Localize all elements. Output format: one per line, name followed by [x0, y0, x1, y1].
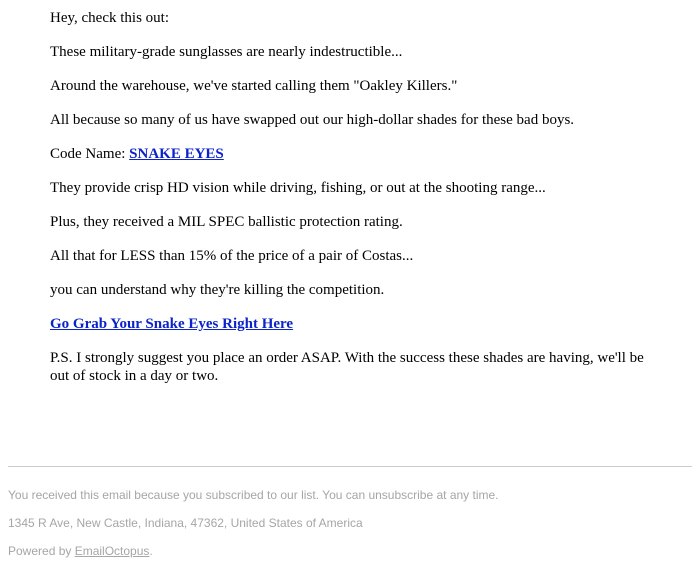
oakley-killers-text: Around the warehouse, we've started calling them "Oakley Killers."	[50, 78, 458, 94]
code-name-line	[50, 145, 224, 163]
powered-by-line	[8, 544, 153, 558]
competition-text: you can understand why they're killing the competition.	[50, 282, 385, 298]
mil-spec-text: Plus, they received a MIL SPEC ballistic protection rating.	[50, 214, 403, 230]
footer-divider	[8, 466, 692, 467]
mailing-address: 1345 R Ave, New Castle, Indiana, 47362, United States of America	[8, 516, 363, 530]
price-text: All that for LESS than 15% of the price of a pair of Costas...	[50, 248, 414, 264]
indestructible-text: These military-grade sunglasses are nearly indestructible...	[50, 44, 403, 60]
hd-vision-text: They provide crisp HD vision while driving, fishing, or out at the shooting range...	[50, 180, 546, 196]
swapped-text: All because so many of us have swapped out our high-dollar shades for these bad boys.	[50, 112, 575, 128]
ps-text: P.S. I strongly suggest you place an order ASAP. With the success these shades are having, we'll be out of stock in a day or two.	[50, 350, 644, 384]
subscription-notice: You received this email because you subscribed to our list. You can unsubscribe at any time.	[8, 488, 499, 502]
grab-snake-eyes-link[interactable]: Go Grab Your Snake Eyes Right Here	[50, 316, 294, 332]
powered-by-period: .	[149, 544, 153, 558]
emailoctopus-link[interactable]: EmailOctopus	[74, 544, 150, 558]
code-name-label: Code Name:	[50, 146, 130, 162]
snake-eyes-link[interactable]: SNAKE EYES	[129, 146, 224, 162]
greeting-text: Hey, check this out:	[50, 10, 169, 26]
powered-by-label: Powered by	[8, 544, 75, 558]
cta-line	[50, 315, 293, 333]
